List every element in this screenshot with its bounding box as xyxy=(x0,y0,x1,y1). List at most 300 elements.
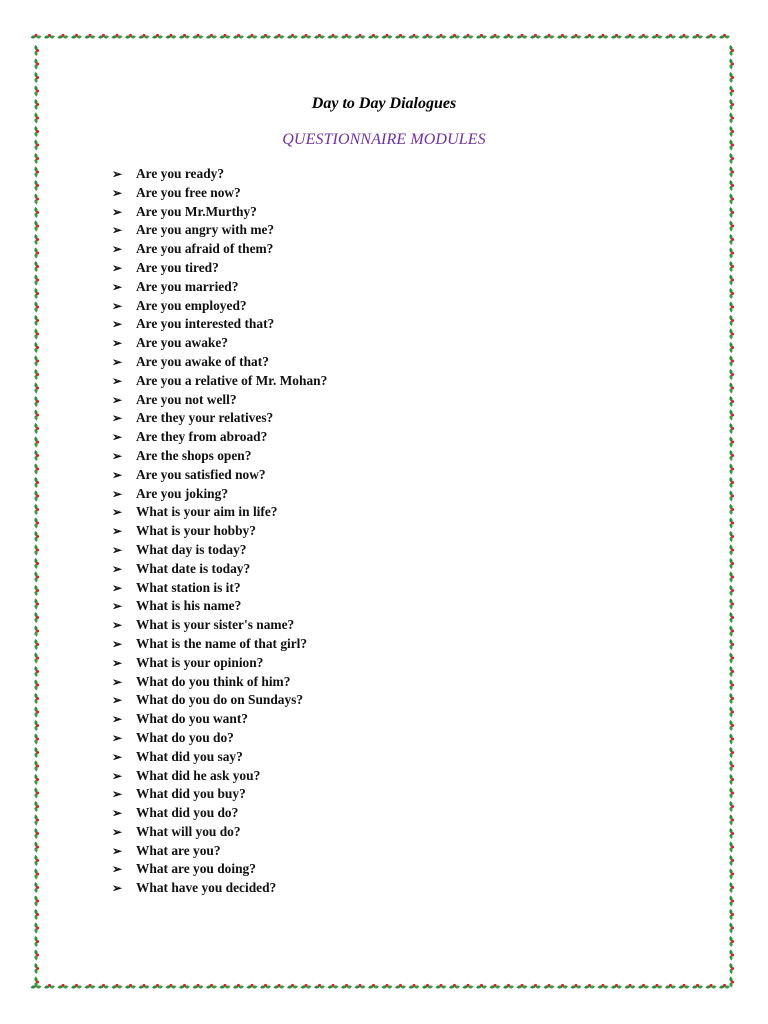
question-text: Are you not well? xyxy=(136,391,237,407)
holly-ornament-icon xyxy=(625,984,636,989)
holly-ornament-icon xyxy=(287,984,298,989)
holly-ornament-icon xyxy=(729,288,734,299)
question-text: What is your hobby? xyxy=(136,523,256,539)
holly-ornament-icon xyxy=(85,34,96,39)
arrow-bullet-icon: ➢ xyxy=(112,411,123,426)
question-item xyxy=(112,673,327,692)
holly-ornament-icon xyxy=(611,34,622,39)
holly-ornament-icon xyxy=(34,612,39,623)
holly-ornament-icon xyxy=(665,34,676,39)
holly-ornament-icon xyxy=(314,984,325,989)
holly-ornament-icon xyxy=(31,34,42,39)
holly-ornament-icon xyxy=(382,984,393,989)
holly-ornament-icon xyxy=(34,545,39,556)
arrow-bullet-icon: ➢ xyxy=(112,655,123,670)
holly-ornament-icon xyxy=(729,801,734,812)
question-text: Are you Mr.Murthy? xyxy=(136,203,257,219)
holly-ornament-icon xyxy=(409,34,420,39)
holly-ornament-icon xyxy=(355,34,366,39)
holly-ornament-icon xyxy=(729,207,734,218)
question-item xyxy=(112,485,327,504)
holly-ornament-icon xyxy=(34,369,39,380)
holly-ornament-icon xyxy=(34,464,39,475)
holly-ornament-icon xyxy=(260,34,271,39)
arrow-bullet-icon: ➢ xyxy=(112,279,123,294)
holly-ornament-icon xyxy=(476,34,487,39)
question-item xyxy=(112,635,327,654)
holly-ornament-icon xyxy=(729,855,734,866)
question-item xyxy=(112,240,327,259)
holly-ornament-icon xyxy=(233,984,244,989)
holly-ornament-icon xyxy=(729,612,734,623)
holly-ornament-icon xyxy=(98,984,109,989)
question-item xyxy=(112,409,327,428)
holly-ornament-icon xyxy=(34,410,39,421)
question-item xyxy=(112,823,327,842)
question-list xyxy=(112,165,327,898)
holly-ornament-icon xyxy=(166,984,177,989)
holly-ornament-icon xyxy=(206,34,217,39)
holly-ornament-icon xyxy=(436,34,447,39)
holly-ornament-icon xyxy=(34,531,39,542)
holly-ornament-icon xyxy=(557,984,568,989)
holly-ornament-icon xyxy=(729,167,734,178)
question-item xyxy=(112,748,327,767)
holly-ornament-icon xyxy=(34,828,39,839)
question-text: What did you say? xyxy=(136,748,243,764)
holly-ornament-icon xyxy=(34,59,39,70)
question-text: Are you ready? xyxy=(136,166,225,181)
holly-ornament-icon xyxy=(503,984,514,989)
holly-ornament-icon xyxy=(34,639,39,650)
question-text: What did you do? xyxy=(136,805,239,821)
holly-ornament-icon xyxy=(112,984,123,989)
holly-ornament-icon xyxy=(729,707,734,718)
holly-ornament-icon xyxy=(34,275,39,286)
question-text: What are you? xyxy=(136,842,221,858)
holly-ornament-icon xyxy=(328,34,339,39)
holly-ornament-icon xyxy=(706,34,717,39)
holly-ornament-icon xyxy=(463,984,474,989)
holly-ornament-icon xyxy=(166,34,177,39)
question-text: What is his name? xyxy=(136,598,242,614)
question-text: What do you think of him? xyxy=(136,673,291,689)
arrow-bullet-icon: ➢ xyxy=(112,806,123,821)
holly-ornament-icon xyxy=(193,34,204,39)
arrow-bullet-icon: ➢ xyxy=(112,881,123,896)
holly-ornament-icon xyxy=(395,34,406,39)
question-text: Are you satisfied now? xyxy=(136,466,266,482)
question-text: Are you awake of that? xyxy=(136,353,269,369)
question-text: Are you joking? xyxy=(136,485,229,501)
arrow-bullet-icon: ➢ xyxy=(112,693,123,708)
question-item xyxy=(112,315,327,334)
holly-ornament-icon xyxy=(729,437,734,448)
question-text: Are you free now? xyxy=(136,184,241,200)
question-text: What is your aim in life? xyxy=(136,504,278,520)
holly-ornament-icon xyxy=(112,34,123,39)
question-text: Are you a relative of Mr. Mohan? xyxy=(136,372,328,388)
holly-ornament-icon xyxy=(729,896,734,907)
holly-ornament-icon xyxy=(34,720,39,731)
holly-ornament-icon xyxy=(729,680,734,691)
arrow-bullet-icon: ➢ xyxy=(112,298,123,313)
holly-ornament-icon xyxy=(34,113,39,124)
holly-ornament-icon xyxy=(729,882,734,893)
holly-ornament-icon xyxy=(729,909,734,920)
arrow-bullet-icon: ➢ xyxy=(112,467,123,482)
holly-ornament-icon xyxy=(274,984,285,989)
holly-ornament-icon xyxy=(719,34,730,39)
holly-ornament-icon xyxy=(34,882,39,893)
arrow-bullet-icon: ➢ xyxy=(112,354,123,369)
holly-ornament-icon xyxy=(490,984,501,989)
arrow-bullet-icon: ➢ xyxy=(112,336,123,351)
arrow-bullet-icon: ➢ xyxy=(112,674,123,689)
holly-ornament-icon xyxy=(584,984,595,989)
holly-ornament-icon xyxy=(44,984,55,989)
holly-ornament-icon xyxy=(729,72,734,83)
question-text: Are you tired? xyxy=(136,259,219,275)
holly-ornament-icon xyxy=(179,34,190,39)
question-text: Are you awake? xyxy=(136,335,228,351)
holly-ornament-icon xyxy=(729,869,734,880)
question-text: What did you buy? xyxy=(136,786,246,802)
holly-ornament-icon xyxy=(729,936,734,947)
holly-ornament-icon xyxy=(220,34,231,39)
question-item xyxy=(112,184,327,203)
question-item xyxy=(112,466,327,485)
holly-ornament-icon xyxy=(729,369,734,380)
arrow-bullet-icon: ➢ xyxy=(112,730,123,745)
holly-ornament-icon xyxy=(98,34,109,39)
holly-ornament-icon xyxy=(517,984,528,989)
holly-ornament-icon xyxy=(729,477,734,488)
holly-ornament-icon xyxy=(530,984,541,989)
holly-ornament-icon xyxy=(729,815,734,826)
holly-ornament-icon xyxy=(652,984,663,989)
holly-ornament-icon xyxy=(34,167,39,178)
holly-ornament-icon xyxy=(729,950,734,961)
holly-ornament-icon xyxy=(34,842,39,853)
question-item xyxy=(112,597,327,616)
question-item xyxy=(112,353,327,372)
holly-ornament-icon xyxy=(34,491,39,502)
holly-ornament-icon xyxy=(34,558,39,569)
holly-ornament-icon xyxy=(58,984,69,989)
arrow-bullet-icon: ➢ xyxy=(112,843,123,858)
question-item xyxy=(112,860,327,879)
question-item xyxy=(112,259,327,278)
holly-ornament-icon xyxy=(503,34,514,39)
holly-ornament-icon xyxy=(260,984,271,989)
holly-ornament-icon xyxy=(34,356,39,367)
holly-ornament-icon xyxy=(692,34,703,39)
holly-ornament-icon xyxy=(729,774,734,785)
question-item xyxy=(112,503,327,522)
holly-ornament-icon xyxy=(34,180,39,191)
holly-ornament-icon xyxy=(729,180,734,191)
holly-ornament-icon xyxy=(34,923,39,934)
question-text: What is your sister's name? xyxy=(136,617,295,633)
holly-ornament-icon xyxy=(544,34,555,39)
holly-ornament-icon xyxy=(34,221,39,232)
holly-ornament-icon xyxy=(729,248,734,259)
holly-ornament-icon xyxy=(34,788,39,799)
holly-ornament-icon xyxy=(571,984,582,989)
holly-ornament-icon xyxy=(34,693,39,704)
question-item xyxy=(112,334,327,353)
holly-ornament-icon xyxy=(34,950,39,961)
holly-ornament-icon xyxy=(58,34,69,39)
holly-ornament-icon xyxy=(729,734,734,745)
holly-ornament-icon xyxy=(34,261,39,272)
question-item xyxy=(112,165,327,184)
holly-ornament-icon xyxy=(71,984,82,989)
holly-ornament-icon xyxy=(34,707,39,718)
question-item xyxy=(112,579,327,598)
holly-ornament-icon xyxy=(729,545,734,556)
holly-ornament-icon xyxy=(287,34,298,39)
holly-ornament-icon xyxy=(729,275,734,286)
holly-ornament-icon xyxy=(34,302,39,313)
question-item xyxy=(112,804,327,823)
arrow-bullet-icon: ➢ xyxy=(112,260,123,275)
holly-ornament-icon xyxy=(729,221,734,232)
page-title: Day to Day Dialogues xyxy=(311,95,457,112)
holly-ornament-icon xyxy=(729,153,734,164)
holly-ornament-icon xyxy=(729,639,734,650)
holly-ornament-icon xyxy=(729,720,734,731)
holly-ornament-icon xyxy=(409,984,420,989)
holly-ornament-icon xyxy=(34,761,39,772)
holly-ornament-icon xyxy=(729,842,734,853)
holly-ornament-icon xyxy=(544,984,555,989)
arrow-bullet-icon: ➢ xyxy=(112,768,123,783)
holly-ornament-icon xyxy=(729,194,734,205)
holly-ornament-icon xyxy=(34,815,39,826)
holly-ornament-icon xyxy=(665,984,676,989)
arrow-bullet-icon: ➢ xyxy=(112,373,123,388)
holly-ornament-icon xyxy=(34,774,39,785)
holly-ornament-icon xyxy=(220,984,231,989)
holly-ornament-icon xyxy=(422,984,433,989)
question-text: Are you angry with me? xyxy=(136,222,275,238)
holly-ornament-icon xyxy=(729,302,734,313)
holly-ornament-icon xyxy=(34,869,39,880)
question-text: What is the name of that girl? xyxy=(136,635,308,651)
holly-ornament-icon xyxy=(625,34,636,39)
holly-ornament-icon xyxy=(34,896,39,907)
holly-ornament-icon xyxy=(729,599,734,610)
arrow-bullet-icon: ➢ xyxy=(112,430,123,445)
holly-ornament-icon xyxy=(206,984,217,989)
question-item xyxy=(112,428,327,447)
question-text: What date is today? xyxy=(136,560,251,576)
question-item xyxy=(112,541,327,560)
holly-ornament-icon xyxy=(34,801,39,812)
holly-ornament-icon xyxy=(729,653,734,664)
holly-ornament-icon xyxy=(729,113,734,124)
holly-ornament-icon xyxy=(729,504,734,515)
holly-ornament-icon xyxy=(729,329,734,340)
holly-ornament-icon xyxy=(449,34,460,39)
arrow-bullet-icon: ➢ xyxy=(112,448,123,463)
holly-ornament-icon xyxy=(598,984,609,989)
holly-ornament-icon xyxy=(638,984,649,989)
holly-ornament-icon xyxy=(34,936,39,947)
arrow-bullet-icon: ➢ xyxy=(112,561,123,576)
question-text: Are you employed? xyxy=(136,297,247,313)
question-item xyxy=(112,879,327,898)
holly-ornament-icon xyxy=(34,572,39,583)
holly-ornament-icon xyxy=(729,450,734,461)
holly-ornament-icon xyxy=(706,984,717,989)
arrow-bullet-icon: ➢ xyxy=(112,824,123,839)
question-item xyxy=(112,372,327,391)
question-text: What do you want? xyxy=(136,711,248,727)
holly-ornament-icon xyxy=(341,984,352,989)
holly-ornament-icon xyxy=(530,34,541,39)
holly-ornament-icon xyxy=(729,761,734,772)
arrow-bullet-icon: ➢ xyxy=(112,392,123,407)
holly-ornament-icon xyxy=(44,34,55,39)
holly-ornament-icon xyxy=(476,984,487,989)
question-text: Are they your relatives? xyxy=(136,410,274,426)
question-item xyxy=(112,785,327,804)
holly-ornament-icon xyxy=(274,34,285,39)
arrow-bullet-icon: ➢ xyxy=(112,599,123,614)
holly-ornament-icon xyxy=(729,977,734,988)
arrow-bullet-icon: ➢ xyxy=(112,618,123,633)
holly-ornament-icon xyxy=(729,342,734,353)
question-text: What station is it? xyxy=(136,579,241,595)
question-item xyxy=(112,522,327,541)
question-item xyxy=(112,221,327,240)
holly-ornament-icon xyxy=(34,477,39,488)
holly-ornament-icon xyxy=(34,585,39,596)
holly-ornament-icon xyxy=(679,984,690,989)
holly-ornament-icon xyxy=(34,207,39,218)
arrow-bullet-icon: ➢ xyxy=(112,204,123,219)
holly-ornament-icon xyxy=(34,423,39,434)
holly-ornament-icon xyxy=(301,34,312,39)
arrow-bullet-icon: ➢ xyxy=(112,185,123,200)
question-text: What do you do? xyxy=(136,729,234,745)
holly-ornament-icon xyxy=(152,34,163,39)
holly-ornament-icon xyxy=(34,653,39,664)
holly-ornament-icon xyxy=(34,855,39,866)
holly-ornament-icon xyxy=(139,34,150,39)
holly-ornament-icon xyxy=(34,329,39,340)
holly-ornament-icon xyxy=(34,680,39,691)
holly-ornament-icon xyxy=(436,984,447,989)
question-item xyxy=(112,654,327,673)
question-text: What have you decided? xyxy=(136,880,277,896)
holly-ornament-icon xyxy=(152,984,163,989)
question-text: What are you doing? xyxy=(136,861,256,877)
holly-ornament-icon xyxy=(382,34,393,39)
question-item xyxy=(112,278,327,297)
holly-ornament-icon xyxy=(34,909,39,920)
holly-ornament-icon xyxy=(490,34,501,39)
question-item xyxy=(112,710,327,729)
holly-ornament-icon xyxy=(729,356,734,367)
arrow-bullet-icon: ➢ xyxy=(112,317,123,332)
question-text: What will you do? xyxy=(136,823,241,839)
holly-ornament-icon xyxy=(34,747,39,758)
holly-ornament-icon xyxy=(34,396,39,407)
holly-ornament-icon xyxy=(368,34,379,39)
holly-ornament-icon xyxy=(34,626,39,637)
holly-ornament-icon xyxy=(729,666,734,677)
holly-ornament-icon xyxy=(422,34,433,39)
arrow-bullet-icon: ➢ xyxy=(112,167,123,181)
holly-ornament-icon xyxy=(729,531,734,542)
holly-ornament-icon xyxy=(729,747,734,758)
question-item xyxy=(112,203,327,222)
holly-ornament-icon xyxy=(34,518,39,529)
holly-ornament-icon xyxy=(729,693,734,704)
arrow-bullet-icon: ➢ xyxy=(112,862,123,877)
holly-ornament-icon xyxy=(247,984,258,989)
holly-ornament-icon xyxy=(729,828,734,839)
holly-ornament-icon xyxy=(571,34,582,39)
holly-ornament-icon xyxy=(233,34,244,39)
holly-ornament-icon xyxy=(179,984,190,989)
holly-ornament-icon xyxy=(463,34,474,39)
page-subtitle: QUESTIONNAIRE MODULES xyxy=(282,131,486,148)
holly-ornament-icon xyxy=(729,315,734,326)
question-text: Are the shops open? xyxy=(136,447,252,463)
holly-ornament-icon xyxy=(692,984,703,989)
question-text: What is your opinion? xyxy=(136,654,264,670)
holly-ornament-icon xyxy=(34,437,39,448)
holly-ornament-icon xyxy=(34,450,39,461)
holly-ornament-icon xyxy=(139,984,150,989)
holly-ornament-icon xyxy=(395,984,406,989)
question-item xyxy=(112,447,327,466)
arrow-bullet-icon: ➢ xyxy=(112,787,123,802)
holly-ornament-icon xyxy=(34,194,39,205)
holly-ornament-icon xyxy=(729,923,734,934)
question-text: Are you afraid of them? xyxy=(136,241,274,257)
holly-ornament-icon xyxy=(34,315,39,326)
holly-ornament-icon xyxy=(355,984,366,989)
holly-ornament-icon xyxy=(719,984,730,989)
holly-ornament-icon xyxy=(193,984,204,989)
question-item xyxy=(112,842,327,861)
holly-ornament-icon xyxy=(314,34,325,39)
holly-ornament-icon xyxy=(125,34,136,39)
arrow-bullet-icon: ➢ xyxy=(112,223,123,238)
arrow-bullet-icon: ➢ xyxy=(112,636,123,651)
holly-ornament-icon xyxy=(341,34,352,39)
arrow-bullet-icon: ➢ xyxy=(112,486,123,501)
holly-ornament-icon xyxy=(729,261,734,272)
holly-ornament-icon xyxy=(85,984,96,989)
question-text: Are they from abroad? xyxy=(136,429,268,445)
question-text: What day is today? xyxy=(136,541,247,557)
arrow-bullet-icon: ➢ xyxy=(112,542,123,557)
holly-ornament-icon xyxy=(729,518,734,529)
holly-ornament-icon xyxy=(247,34,258,39)
holly-ornament-icon xyxy=(449,984,460,989)
holly-ornament-icon xyxy=(729,45,734,56)
question-item xyxy=(112,391,327,410)
holly-ornament-icon xyxy=(34,666,39,677)
holly-ornament-icon xyxy=(34,153,39,164)
